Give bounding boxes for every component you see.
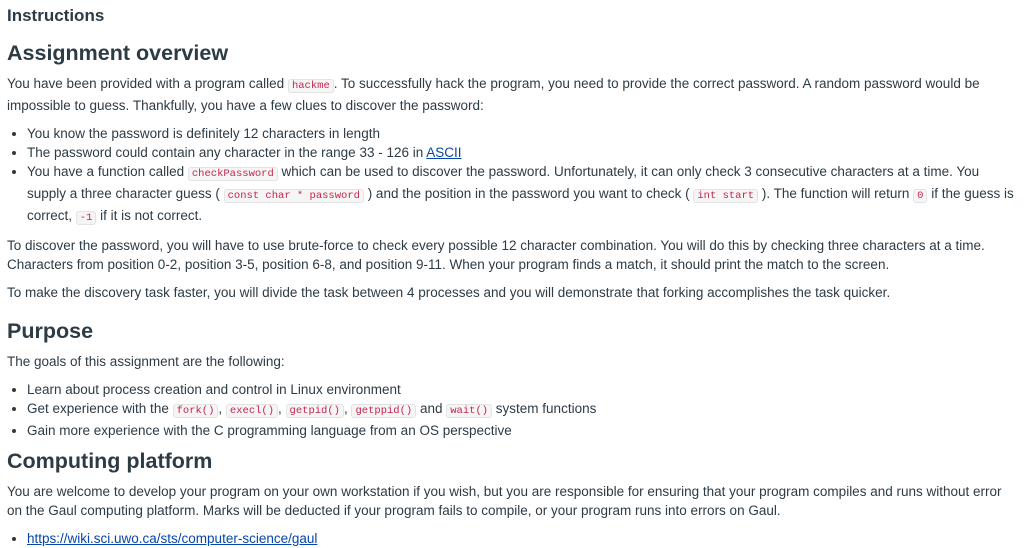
getpid-code: getpid(): [286, 404, 344, 418]
list-item-gaul-link: [27, 529, 1017, 548]
list-item-c-language: • Gain more experience with the C programming language from an OS perspective: [27, 421, 1017, 440]
sys-sep-1: ,: [218, 401, 226, 416]
cp-text-b: which can be used to discover the password. Unfortunately, it can only check 3 consecutive characters at a time. You supply a three character guess (: [27, 164, 980, 201]
sys-text-a: Get experience with the: [27, 401, 173, 416]
list-item-range: [27, 143, 1017, 162]
password-param-code: const char * password: [224, 189, 364, 203]
wait-code: wait(): [446, 404, 492, 418]
cp-text-e: if the guess is correct,: [27, 186, 1014, 223]
cp-text-c: ) and the position in the password you want to check (: [363, 186, 694, 201]
overview-p1-text-a: You have been provided with a program called: [7, 76, 288, 91]
list-item-process-creation: • Learn about process creation and control in Linux environment: [27, 380, 1017, 399]
fork-code: fork(): [173, 404, 219, 418]
overview-paragraph-2: To discover the password, you will have to use brute-force to check every possible 12 character combination. You will do this by checking three characters at a time. Characters from position 0-2, position 3-5, position 6-8, and position 9-11. When your program finds a match, it should print the match to the screen.: [7, 238, 985, 272]
overview-clues-list: [7, 124, 1017, 228]
purpose-goals-list: [7, 380, 1017, 440]
getppid-code: getppid(): [351, 404, 416, 418]
gaul-wiki-link[interactable]: https://wiki.sci.uwo.ca/sts/computer-science/gaul: [27, 531, 318, 546]
return-minus-one-code: -1: [76, 211, 97, 225]
overview-p1-text-b: . To successfully hack the program, you need to provide the correct password. A random password would be impossible to guess. Thankfully, you have a few clues to discover the password:: [7, 76, 980, 113]
hackme-code: hackme: [288, 79, 334, 93]
sys-and: and: [416, 401, 447, 416]
range-text: The password could contain any character in the range 33 - 126 in: [27, 145, 427, 160]
start-param-code: int start: [693, 189, 758, 203]
purpose-intro: The goals of this assignment are the following:: [7, 354, 285, 369]
cp-text-a: You have a function called: [27, 164, 188, 179]
computing-links-list: [7, 529, 1017, 548]
cp-text-d: ). The function will return: [758, 186, 914, 201]
computing-heading: Computing platform: [7, 449, 213, 473]
overview-heading: Assignment overview: [7, 41, 229, 65]
execl-code: execl(): [226, 404, 278, 418]
purpose-heading: Purpose: [7, 319, 94, 343]
checkpassword-code: checkPassword: [188, 167, 278, 181]
page-title: Instructions: [7, 6, 105, 25]
computing-paragraph: You are welcome to develop your program on your own workstation if you wish, but you are responsible for ensuring that your program compiles and runs without error on the Gaul computing platform. Marks will be deducted if your program fails to compile, or your program runs into errors on Gaul.: [7, 484, 1002, 518]
list-item-system-functions: [27, 399, 1017, 421]
cp-text-f: if it is not correct.: [96, 208, 203, 223]
list-item-length: • You know the password is definitely 12 characters in length: [27, 124, 1017, 143]
return-zero-code: 0: [913, 189, 927, 203]
sys-sep-3: ,: [343, 401, 352, 416]
ascii-link[interactable]: ASCII: [426, 145, 462, 160]
sys-text-b: system functions: [492, 401, 597, 416]
list-item-checkpassword: [27, 162, 1017, 228]
sys-sep-2: ,: [278, 401, 286, 416]
overview-paragraph-3: To make the discovery task faster, you will divide the task between 4 processes and you will demonstrate that forking accomplishes the task quicker.: [7, 285, 891, 300]
overview-paragraph-1: [7, 74, 1017, 115]
